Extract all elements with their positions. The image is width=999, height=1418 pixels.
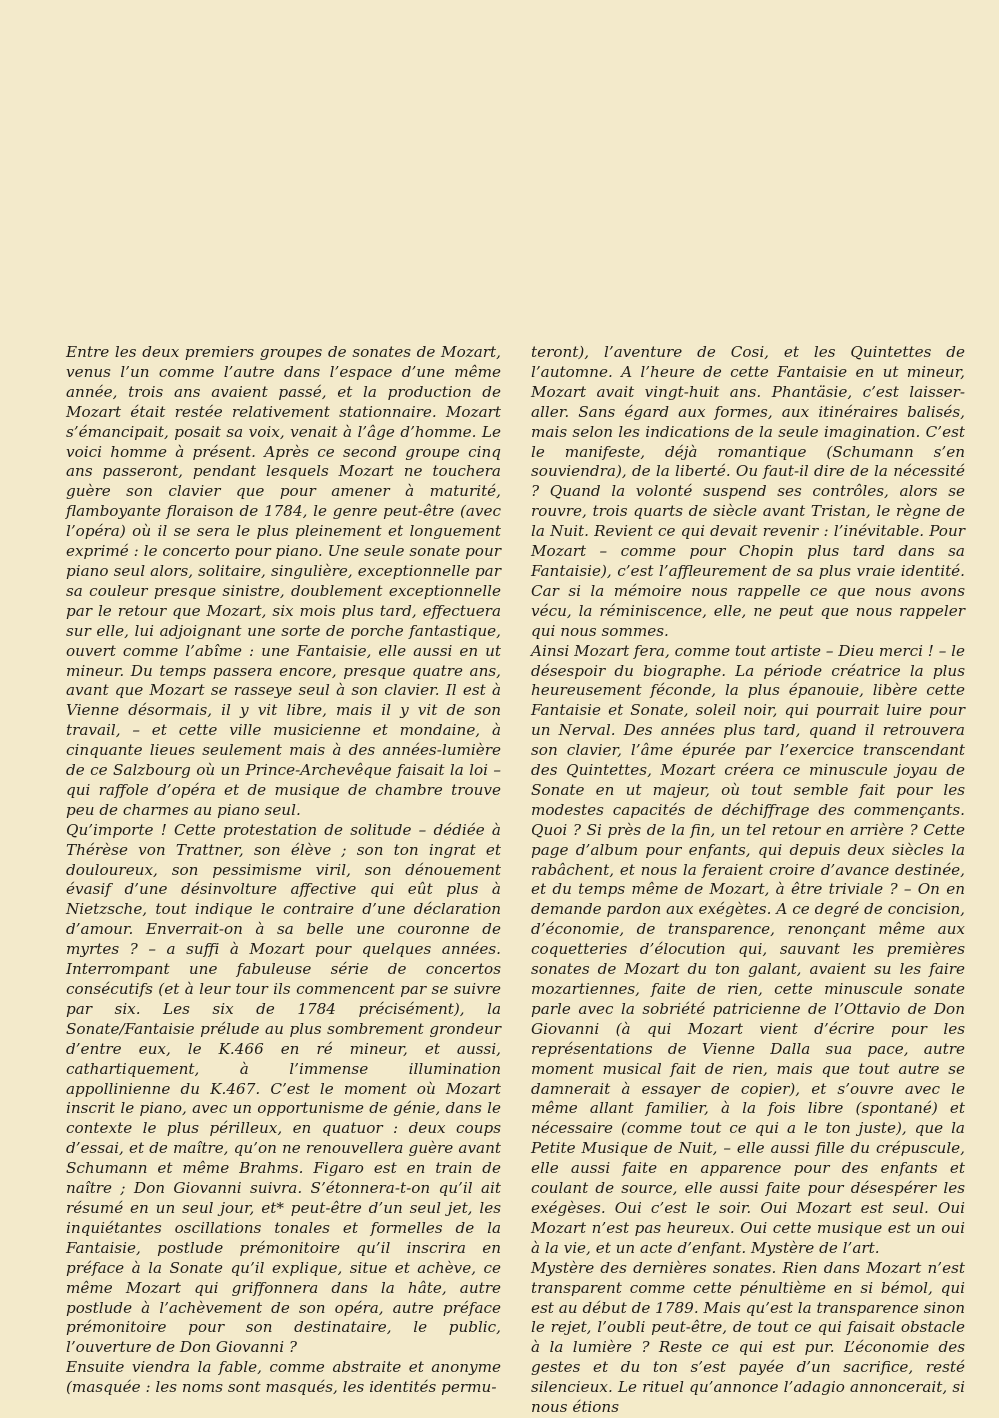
paragraph: Ainsi Mozart fera, comme tout artiste – Dieu merci ! – le désespoir du biographe. La période créatrice la plus heureusement féconde, la plus épanouie, libère cette Fantaisie et Sonate, soleil noir, qui pourrait luire pour un Nerval. Des années plus tard, quand il retrouvera son clavier, l’âme épurée par l’exercice transcendant des Quintettes, Mozart créera ce minuscule joyau de Sonate en ut majeur, où tout semble fait pour les modestes capacités de déchiffrage des commençants. Quoi ? Si près de la fin, un tel retour en arrière ? Cette page d’album pour enfants, qui depuis deux siècles la rabâchent, et nous la feraient croire d’avance destinée, et du temps même de Mozart, à être triviale ? – On en demande pardon aux exégètes. A ce degré de concision, d’économie, de transparence, renonçant même aux coquetteries d’élocution qui, sauvant les premières sonates de Mozart du ton galant, avaient su les faire mozartiennes, faite de rien, cette minuscule sonate parle avec la sobriété patricienne de l’Ottavio de Don Giovanni (à qui Mozart vient d’écrire pour les représentations de Vienne Dalla sua pace, autre moment musical fait de rien, mais que tout autre se damnerait à essayer de copier), et s’ouvre avec le même allant familier, à la fois libre (spontané) et nécessaire (comme tout ce qui a le ton juste), que la Petite Musique de Nuit, – elle aussi fille du crépuscule, elle aussi faite en apparence pour des enfants et coulant de source, elle aussi faite pour désespérer les exégèses. Oui c’est le soir. Oui Mozart est seul. Oui Mozart n’est pas heureux. Oui cette musique est un oui à la vie, et un acte d’enfant. Mystère de l’art. <box>531 641 965 1257</box>
right-text-column <box>531 343 965 1418</box>
paragraph: Mystère des dernières sonates. Rien dans Mozart n’est transparent comme cette pénultième en si bémol, qui est au début de 1789. Mais qu’est la transparence sinon le rejet, l’oubli peut-être, de tout ce qui faisait obstacle à la lumière ? Reste ce qui est pur. L’économie des gestes et du ton s’est payée d’un sacrifice, resté silencieux. Le rituel qu’annonce l’adagio annoncerait, si nous étions <box>531 1258 965 1417</box>
paragraph: Entre les deux premiers groupes de sonates de Mozart, venus l’un comme l’autre dans l’espace d’une même année, trois ans avaient passé, et la production de Mozart était restée relativement stationnaire. Mozart s’émancipait, posait sa voix, venait à l’âge d’homme. Le voici homme à présent. Après ce second groupe cinq ans passeront, pendant lesquels Mozart ne touchera guère son clavier que pour amener à maturité, flamboyante floraison de 1784, le genre peut-être (avec l’opéra) où il se sera le plus pleinement et longuement exprimé : le concerto pour piano. Une seule sonate pour piano seul alors, solitaire, singulière, exceptionnelle par sa couleur presque sinistre, doublement exceptionnelle par le retour que Mozart, six mois plus tard, effectuera sur elle, lui adjoignant une sorte de porche fantastique, ouvert comme l’abîme : une Fantaisie, elle aussi en ut mineur. Du temps passera encore, presque quatre ans, avant que Mozart se rasseye seul à son clavier. Il est à Vienne désormais, il y vit libre, mais il y vit de son travail, – et cette ville musicienne et mondaine, à cinquante lieues seulement mais à des années-lumière de ce Salzbourg où un Prince-Archevêque faisait la loi – qui raffole d’opéra et de musique de chambre trouve peu de charmes au piano seul. <box>66 343 501 819</box>
paragraph: Ensuite viendra la fable, comme abstraite et anonyme (masquée : les noms sont masqués, les identités permu- <box>66 1358 501 1397</box>
left-text-column <box>66 343 501 1398</box>
paragraph: Qu’importe ! Cette protestation de solitude – dédiée à Thérèse von Trattner, son élève ; son ton ingrat et douloureux, son pessimisme viril, son dénouement évasif d’une désinvolture affective qui eût plus à Nietzsche, tout indique le contraire d’une déclaration d’amour. Enverrait-on à sa belle une couronne de myrtes ? – a suffi à Mozart pour quelques années. Interrompant une fabuleuse série de concertos consécutifs (et à leur tour ils commencent par se suivre par six. Les six de 1784 précisément), la Sonate/Fantaisie prélude au plus sombrement grondeur d’entre eux, le K.466 en ré mineur, et aussi, cathartiquement, à l’immense illumination appollinienne du K.467. C’est le moment où Mozart inscrit le piano, avec un opportunisme de génie, dans le contexte le plus périlleux, en quatuor : deux coups d’essai, et de maître, qu’on ne renouvellera guère avant Schumann et même Brahms. Figaro est en train de naître ; Don Giovanni suivra. S’étonnera-t-on qu’il ait résumé en un seul jour, et* peut-être d’un seul jet, les inquiétantes oscillations tonales et formelles de la Fantaisie, postlude prémonitoire qu’il inscrira en préface à la Sonate qu’il explique, situe et achève, ce même Mozart qui griffonnera dans la hâte, autre postlude à l’achèvement de son opéra, autre préface prémonitoire pour son destinataire, le public, l’ouverture de Don Giovanni ? <box>66 820 501 1357</box>
paragraph: teront), l’aventure de Cosi, et les Quintettes de l’automne. A l’heure de cette Fantaisie en ut mineur, Mozart avait vingt-huit ans. Phantäsie, c’est laisser-aller. Sans égard aux formes, aux itinéraires balisés, mais selon les indications de la seule imagination. C’est le manifeste, déjà romantique (Schumann s’en souviendra), de la liberté. Ou faut-il dire de la nécessité ? Quand la volonté suspend ses contrôles, alors se rouvre, trois quarts de siècle avant Tristan, le règne de la Nuit. Revient ce qui devait revenir : l’inévitable. Pour Mozart – comme pour Chopin plus tard dans sa Fantaisie), c’est l’affleurement de sa plus vraie identité. Car si la mémoire nous rappelle ce que nous avons vécu, la réminiscence, elle, ne peut que nous rappeler qui nous sommes. <box>531 343 965 640</box>
